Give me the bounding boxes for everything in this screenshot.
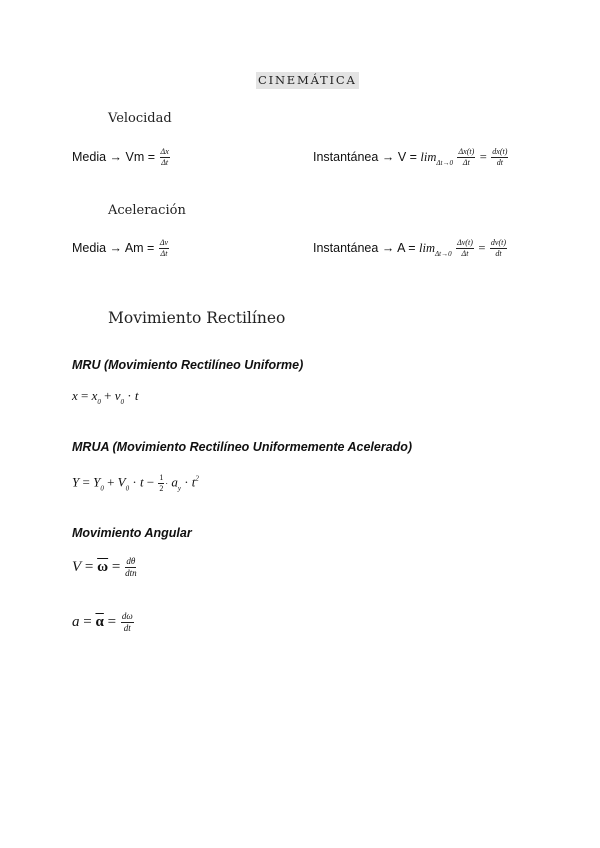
aceleracion-heading: Aceleración: [108, 203, 186, 218]
eq-dot: ·: [127, 388, 132, 403]
fraction-denominator: dt: [496, 158, 503, 167]
fraction-numerator: dθ: [126, 556, 136, 566]
velocidad-instantanea-row: [313, 148, 509, 167]
eq-minus: −: [146, 474, 155, 490]
velocidad-heading: Velocidad: [108, 111, 172, 126]
eq-dot: ·: [132, 474, 137, 490]
fraction-numerator: dv(t): [490, 238, 506, 247]
equals-sign: =: [479, 149, 487, 164]
fraction-numerator: 1: [159, 473, 164, 482]
fraction-2: [491, 148, 508, 167]
lim-subscript: Δt→0: [435, 249, 452, 258]
eq-superscript: 2: [195, 474, 199, 483]
equals-sign: =: [478, 240, 486, 255]
fraction-numerator: Δx(t): [458, 147, 475, 156]
instantanea-lhs: A =: [397, 240, 416, 255]
instantanea-label: Instantánea: [313, 149, 379, 164]
alpha-symbol: $\overline{\alpha}$: [95, 613, 104, 630]
fraction-denominator: dt: [123, 623, 131, 633]
eq-var: Y: [93, 474, 101, 490]
velocidad-media-row: [72, 148, 171, 167]
eq-var: t: [191, 474, 196, 490]
eq-var: V: [117, 474, 126, 490]
eq-var: t: [139, 474, 144, 490]
eq-dot: ·: [165, 479, 169, 489]
eq-subscript: 0: [120, 398, 125, 406]
eq-var: a: [171, 474, 178, 490]
eq-var: t: [134, 388, 139, 403]
mrua-equation: [72, 474, 199, 493]
eq-var: Y: [72, 474, 80, 490]
eq-subscript: 0: [125, 484, 130, 493]
eq-subscript: 0: [100, 484, 104, 493]
instantanea-lhs: V =: [397, 149, 417, 164]
fraction-denominator: dt: [495, 249, 502, 258]
eq-subscript: y: [177, 484, 181, 493]
lim-subscript: Δt→0: [436, 158, 453, 167]
eq-plus: +: [107, 474, 115, 490]
lim-symbol: lim: [420, 149, 437, 164]
aceleracion-instantanea-row: [313, 239, 508, 258]
fraction-numerator: Δx: [160, 147, 169, 156]
eq-var: V: [72, 558, 82, 575]
fraction-denominator: Δt: [161, 158, 169, 167]
eq-var: v: [114, 388, 121, 403]
fraction-2: [490, 239, 507, 258]
fraction-denominator: Δt: [461, 249, 469, 258]
eq-subscript: 0: [97, 398, 101, 406]
angular-heading: Movimiento Angular: [72, 526, 192, 540]
angular-velocity-fraction: [125, 557, 137, 578]
mru-equation: [72, 388, 139, 406]
media-label: Media: [72, 149, 107, 164]
eq-dot: ·: [184, 474, 189, 490]
media-lhs: Am =: [124, 240, 155, 255]
instantanea-label: Instantánea: [313, 240, 379, 255]
eq-plus: +: [104, 388, 112, 403]
arrow-icon: →: [381, 240, 395, 255]
eq-var: x: [91, 388, 98, 403]
eq-equals: =: [107, 613, 117, 630]
fraction-denominator: 2: [159, 484, 164, 493]
eq-var: a: [72, 613, 80, 630]
fraction-numerator: Δv(t): [457, 238, 473, 247]
arrow-icon: →: [109, 240, 123, 255]
fraction-denominator: Δt: [462, 158, 470, 167]
eq-equals: =: [111, 558, 121, 575]
lim-symbol: lim: [419, 240, 436, 255]
eq-equals: =: [84, 558, 94, 575]
media-lhs: Vm =: [125, 149, 156, 164]
fraction-numerator: dx(t): [492, 147, 508, 156]
media-fraction: [160, 148, 170, 167]
angular-acceleration-fraction: [121, 612, 134, 633]
arrow-icon: →: [381, 149, 395, 164]
omega-symbol: $\overline{\omega}$: [97, 558, 109, 575]
fraction-1: [456, 239, 474, 258]
eq-equals: =: [83, 613, 92, 630]
angular-acceleration-equation: [72, 612, 135, 633]
fraction-numerator: dω: [121, 611, 133, 621]
fraction-denominator: dtn: [125, 568, 137, 578]
eq-equals: =: [81, 388, 89, 403]
fraction-denominator: Δt: [160, 249, 168, 258]
fraction-numerator: Δv: [159, 238, 169, 247]
eq-equals: =: [82, 474, 90, 490]
arrow-icon: →: [109, 149, 123, 164]
mru-heading: MRU (Movimiento Rectilíneo Uniforme): [72, 358, 304, 372]
angular-velocity-equation: [72, 557, 138, 578]
half-fraction: [158, 474, 164, 493]
eq-var: x: [72, 388, 78, 403]
mrua-heading: MRUA (Movimiento Rectilíneo Uniformemente Acelerado): [72, 440, 413, 454]
media-label: Media: [72, 240, 107, 255]
media-fraction: [159, 239, 169, 258]
aceleracion-media-row: [72, 239, 170, 258]
fraction-1: [457, 148, 475, 167]
section-title: Movimiento Rectilíneo: [108, 309, 286, 327]
page-title: CINEMÁTICA: [258, 73, 357, 87]
